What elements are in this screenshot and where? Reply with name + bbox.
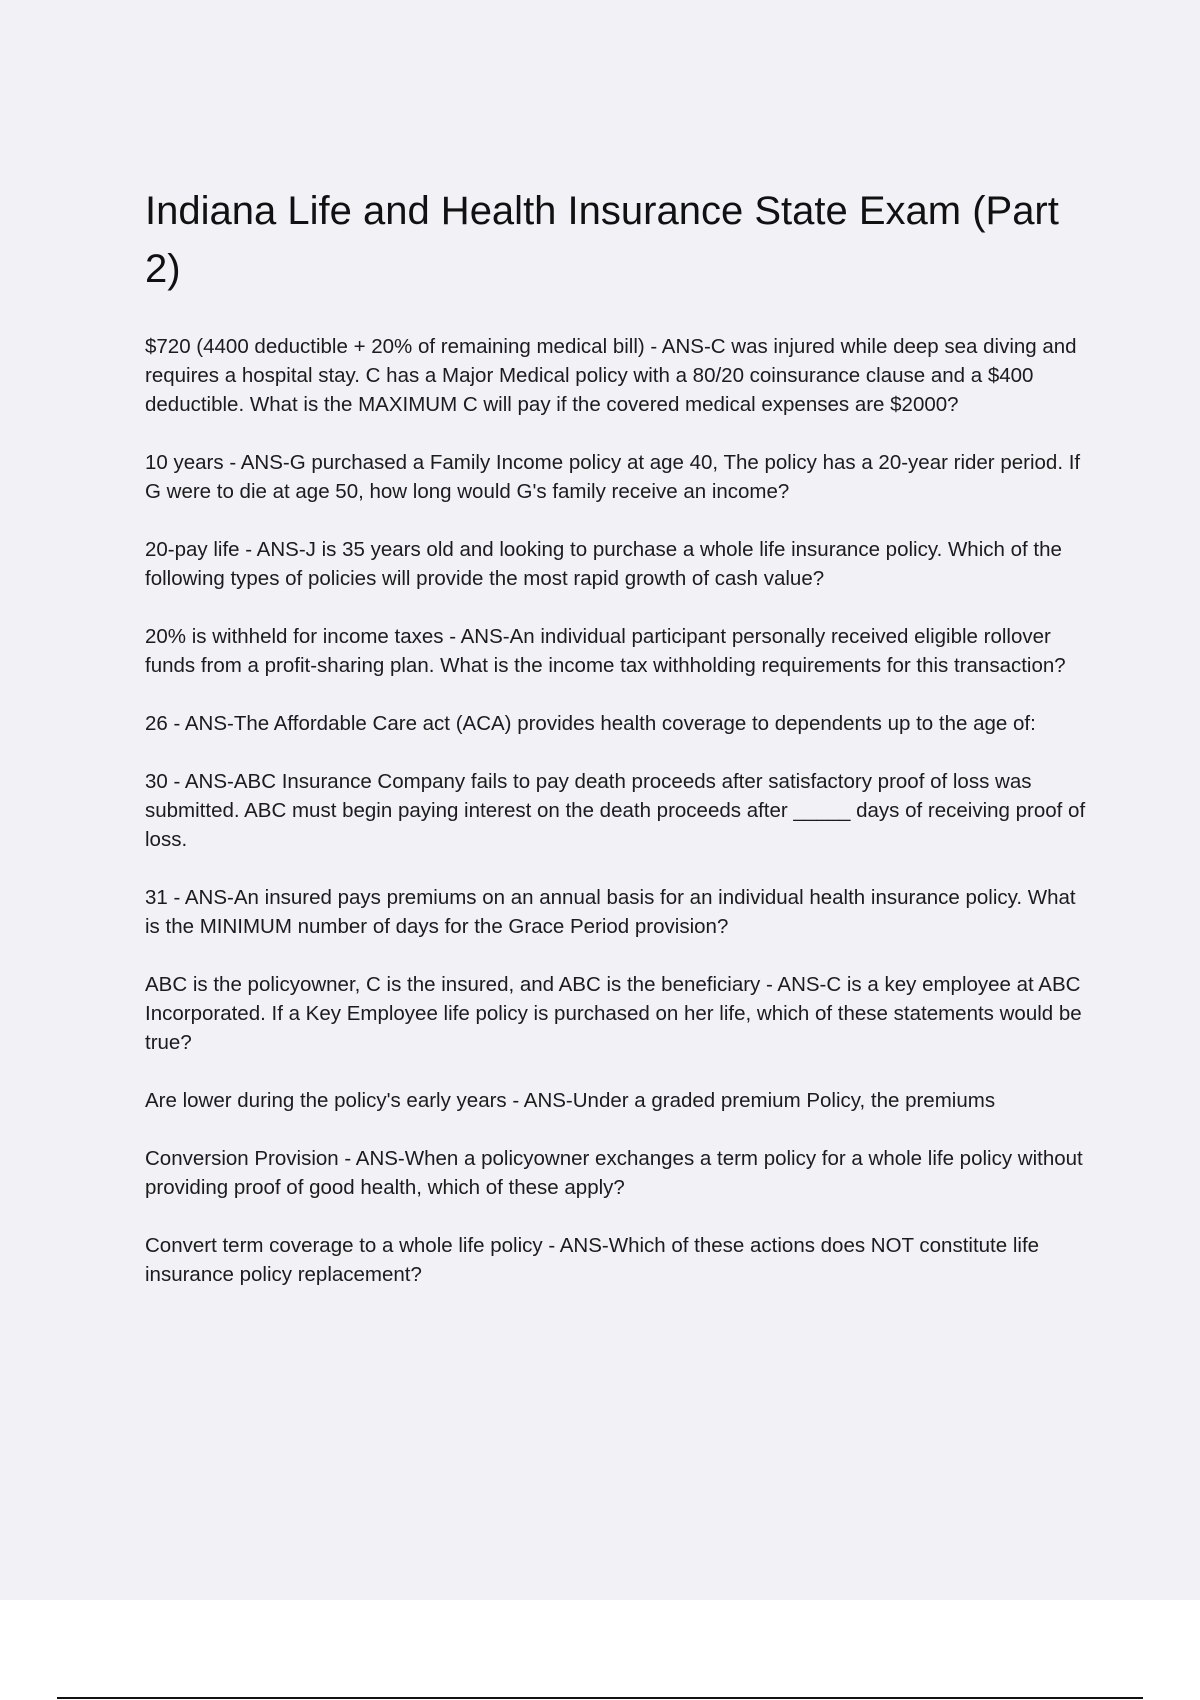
qa-item: $720 (4400 deductible + 20% of remaining medical bill) - ANS-C was injured while deep sea diving and requires a hospital stay. C has a Major Medical policy with a 80/20 coinsurance clause and a $400 deductible. What is the MAXIMUM C will pay if the covered medical expenses are $2000? [145,335,1077,416]
qa-item: 26 - ANS-The Affordable Care act (ACA) provides health coverage to dependents up to the age of: [145,712,1036,735]
qa-item: 10 years - ANS-G purchased a Family Income policy at age 40, The policy has a 20-year rider period. If G were to die at age 50, how long would G's family receive an income? [145,451,1081,503]
qa-item: 20% is withheld for income taxes - ANS-An individual participant personally received eligible rollover funds from a profit-sharing plan. What is the income tax withholding requirements for this transaction? [145,625,1066,677]
qa-item: Are lower during the policy's early years - ANS-Under a graded premium Policy, the premiums [145,1089,996,1112]
qa-item: Convert term coverage to a whole life policy - ANS-Which of these actions does NOT constitute life insurance policy replacement? [145,1234,1040,1286]
qa-item: 31 - ANS-An insured pays premiums on an annual basis for an individual health insurance policy. What is the MINIMUM number of days for the Grace Period provision? [145,886,1076,938]
page-title: Indiana Life and Health Insurance State Exam (Part 2) [145,189,1059,291]
qa-item: ABC is the policyowner, C is the insured, and ABC is the beneficiary - ANS-C is a key employee at ABC Incorporated. If a Key Employee life policy is purchased on her life, which of these statements would be true? [145,973,1082,1054]
question-answer-list [145,332,1095,1318]
qa-item: 30 - ANS-ABC Insurance Company fails to pay death proceeds after satisfactory proof of loss was submitted. ABC must begin paying interest on the death proceeds after _____ days of receiving proof of loss. [145,770,1086,851]
page-bottom-divider [57,1697,1143,1699]
qa-item: Conversion Provision - ANS-When a policyowner exchanges a term policy for a whole life policy without providing proof of good health, which of these apply? [145,1147,1083,1199]
qa-item: 20-pay life - ANS-J is 35 years old and looking to purchase a whole life insurance policy. Which of the following types of policies will provide the most rapid growth of cash value? [145,538,1062,590]
